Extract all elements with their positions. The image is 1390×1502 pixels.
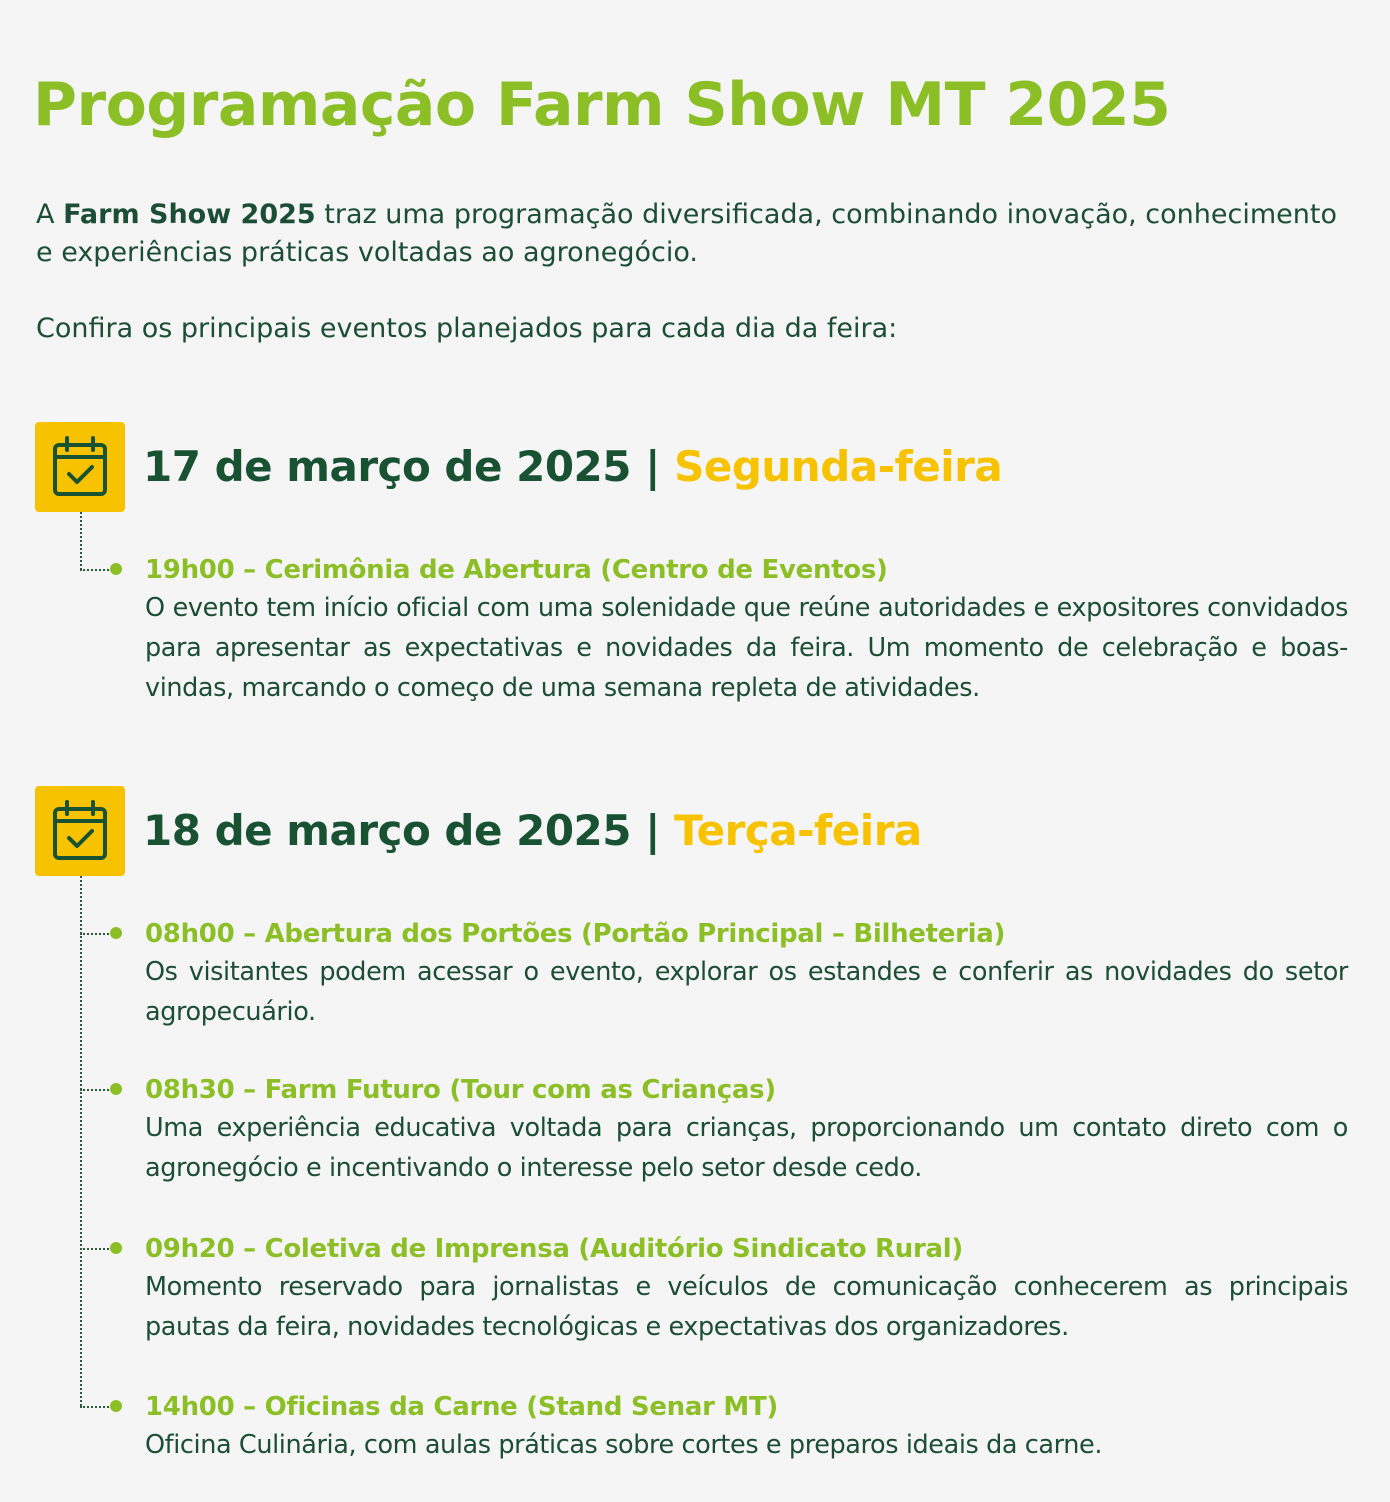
intro-paragraph [36,196,1346,272]
timeline-dot [110,927,122,939]
day-2-heading [143,806,922,855]
calendar-check-icon [52,800,108,862]
event-description: Uma experiência educativa voltada para crianças, proporcionando um contato direto com o agronegócio e incentivando o interesse pelo setor desde cedo. [145,1113,1348,1183]
event-description: Oficina Culinária, com aulas práticas sobre cortes e preparos ideais da carne. [145,1430,1103,1460]
intro-prefix: A [36,199,64,230]
day-1-date: 17 de março de 2025 | [143,442,675,491]
day-2-date: 18 de março de 2025 | [143,806,675,855]
calendar-check-icon [52,436,108,498]
event-title: 08h30 – Farm Futuro (Tour com as Crianças) [145,1075,776,1105]
timeline-branch [80,1089,113,1091]
timeline-dot [110,563,122,575]
event-title: 14h00 – Oficinas da Carne (Stand Senar MT) [145,1392,778,1422]
day-2-weekday: Terça-feira [674,806,922,855]
timeline-branch [80,569,113,571]
day-2-calendar-badge [35,786,125,876]
page-title: Programação Farm Show MT 2025 [33,70,1171,140]
event-description: Os visitantes podem acessar o evento, explorar os estandes e conferir as novidades do setor agropecuário. [145,957,1348,1027]
timeline-branch [80,933,113,935]
timeline-branch [80,1406,113,1408]
day-1-heading [143,442,1002,491]
intro-bold: Farm Show 2025 [63,199,316,230]
timeline-connector [80,512,82,570]
event-item [145,1231,1348,1347]
event-item [145,552,1348,708]
event-title: 19h00 – Cerimônia de Abertura (Centro de Eventos) [145,555,888,585]
event-item [145,1389,1348,1465]
timeline-dot [110,1242,122,1254]
intro-subtitle: Confira os principais eventos planejados para cada dia da feira: [36,313,898,344]
timeline-dot [110,1400,122,1412]
intro-rest: traz uma programação diversificada, combinando inovação, conhecimento e experiências práticas voltadas ao agronegócio. [36,199,1337,268]
event-item [145,1072,1348,1188]
day-1-calendar-badge [35,422,125,512]
event-description: O evento tem início oficial com uma solenidade que reúne autoridades e expositores convidados para apresentar as expectativas e novidades da feira. Um momento de celebração e boas-vindas, marcando o começo de uma semana repleta de atividades. [145,593,1348,703]
event-description: Momento reservado para jornalistas e veículos de comunicação conhecerem as principais pautas da feira, novidades tecnológicas e expectativas dos organizadores. [145,1272,1348,1342]
timeline-dot [110,1083,122,1095]
event-title: 08h00 – Abertura dos Portões (Portão Principal – Bilheteria) [145,919,1006,949]
event-item [145,916,1348,1032]
timeline-branch [80,1248,113,1250]
timeline-connector [80,876,82,1406]
day-1-weekday: Segunda-feira [674,442,1003,491]
event-title: 09h20 – Coletiva de Imprensa (Auditório Sindicato Rural) [145,1234,963,1264]
